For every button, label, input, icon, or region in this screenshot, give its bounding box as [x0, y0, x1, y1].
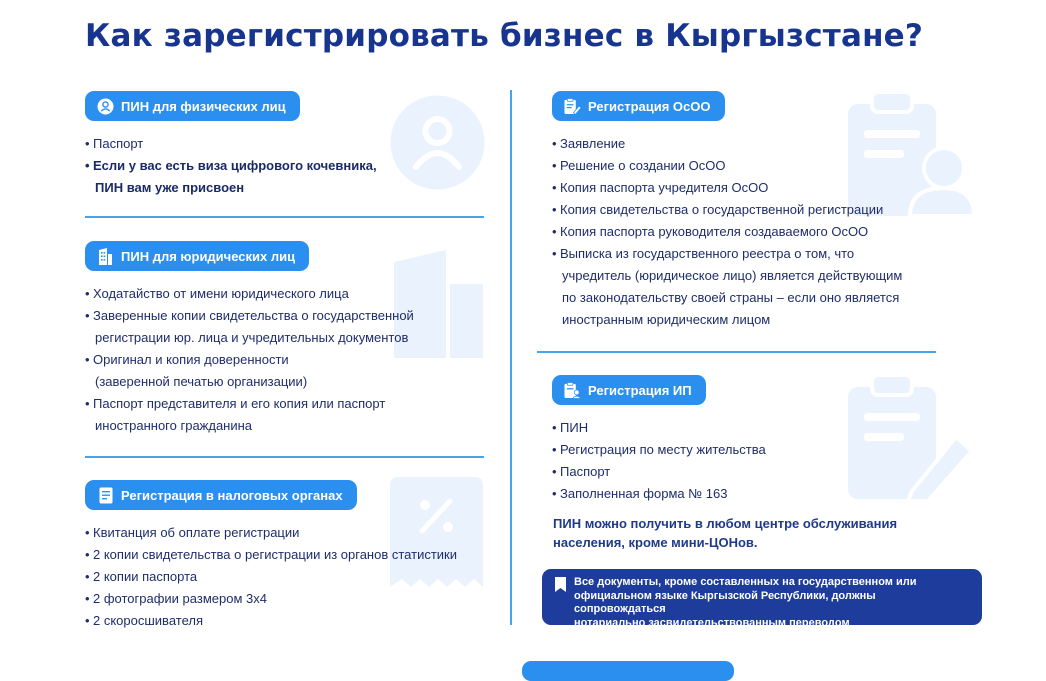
pin-individual-list: [85, 133, 377, 199]
person-icon: [97, 98, 114, 115]
clipboard-person-icon: [564, 382, 581, 399]
section-label: Регистрация в налоговых органах: [121, 487, 343, 503]
building-icon: [97, 248, 114, 265]
person-watermark-icon: [390, 95, 485, 190]
next-section-pill: [522, 661, 734, 681]
clipboard-edit-icon: [564, 98, 581, 115]
list-item: • Паспорт: [552, 464, 611, 479]
list-item: • Копия паспорта руководителя создаваемого ОсОО: [552, 224, 869, 239]
section-pill-tax-registration: [85, 480, 357, 510]
list-item: • Квитанция об оплате регистрации: [85, 525, 300, 540]
document-icon: [97, 487, 114, 504]
bookmark-icon: [555, 577, 566, 592]
section-divider: [537, 351, 936, 353]
list-item: • 2 копии свидетельства о регистрации из органов статистики: [85, 547, 457, 562]
section-divider: [85, 456, 484, 458]
list-item: • Регистрация по месту жительства: [552, 442, 766, 457]
column-divider: [510, 90, 512, 625]
section-pill-llc-registration: [552, 91, 725, 121]
list-item: • Паспорт представителя и его копия или паспорт иностранного гражданина: [85, 396, 386, 433]
pin-note: ПИН можно получить в любом центре обслуживания населения, кроме мини-ЦОНов.: [553, 516, 898, 550]
list-item: • Решение о создании ОсОО: [552, 158, 726, 173]
section-pill-ie-registration: [552, 375, 706, 405]
list-item: • Паспорт: [85, 136, 144, 151]
list-item: • 2 фотографии размером 3х4: [85, 591, 267, 606]
section-label: ПИН для юридических лиц: [121, 248, 296, 264]
list-item: • Заявление: [552, 136, 626, 151]
list-item: • Если у вас есть виза цифрового кочевника, ПИН вам уже присвоен: [85, 158, 377, 195]
list-item: • 2 скоросшивателя: [85, 613, 203, 628]
list-item: • 2 копии паспорта: [85, 569, 198, 584]
section-pill-pin-legal: [85, 241, 309, 271]
list-item: • Копия паспорта учредителя ОсОО: [552, 180, 769, 195]
section-label: Регистрация ИП: [588, 382, 692, 398]
list-item: • Выписка из государственного реестра о том, что учредитель (юридическое лицо) является действующим по законодательству своей страны – если оно является иностранным юридическим лицом: [552, 246, 903, 327]
section-label: Регистрация ОсОО: [588, 98, 711, 114]
section-pill-pin-individual: [85, 91, 300, 121]
list-item: • Заполненная форма № 163: [552, 486, 728, 501]
tax-registration-list: [85, 522, 457, 632]
list-item: • Ходатайство от имени юридического лица: [85, 286, 349, 301]
section-label: ПИН для физических лиц: [121, 98, 286, 114]
pin-legal-list: [85, 283, 414, 437]
list-item: • Заверенные копии свидетельства о государственной регистрации юр. лица и учредительных документов: [85, 308, 414, 345]
list-item: • ПИН: [552, 420, 589, 435]
list-item: • Копия свидетельства о государственной регистрации: [552, 202, 884, 217]
ie-registration-list: [552, 417, 766, 505]
translation-notice-banner: Все документы, кроме составленных на государственном или официальном языке Кыргызской Республики, должны сопровождаться нотариально засвидетельствованным переводом: [542, 569, 982, 625]
list-item: • Оригинал и копия доверенности (заверенной печатью организации): [85, 352, 308, 389]
llc-registration-list: [552, 133, 902, 331]
page-title: Как зарегистрировать бизнес в Кыргызстане?: [85, 18, 924, 54]
clipboard-edit-watermark-icon: [846, 373, 974, 501]
section-divider: [85, 216, 484, 218]
